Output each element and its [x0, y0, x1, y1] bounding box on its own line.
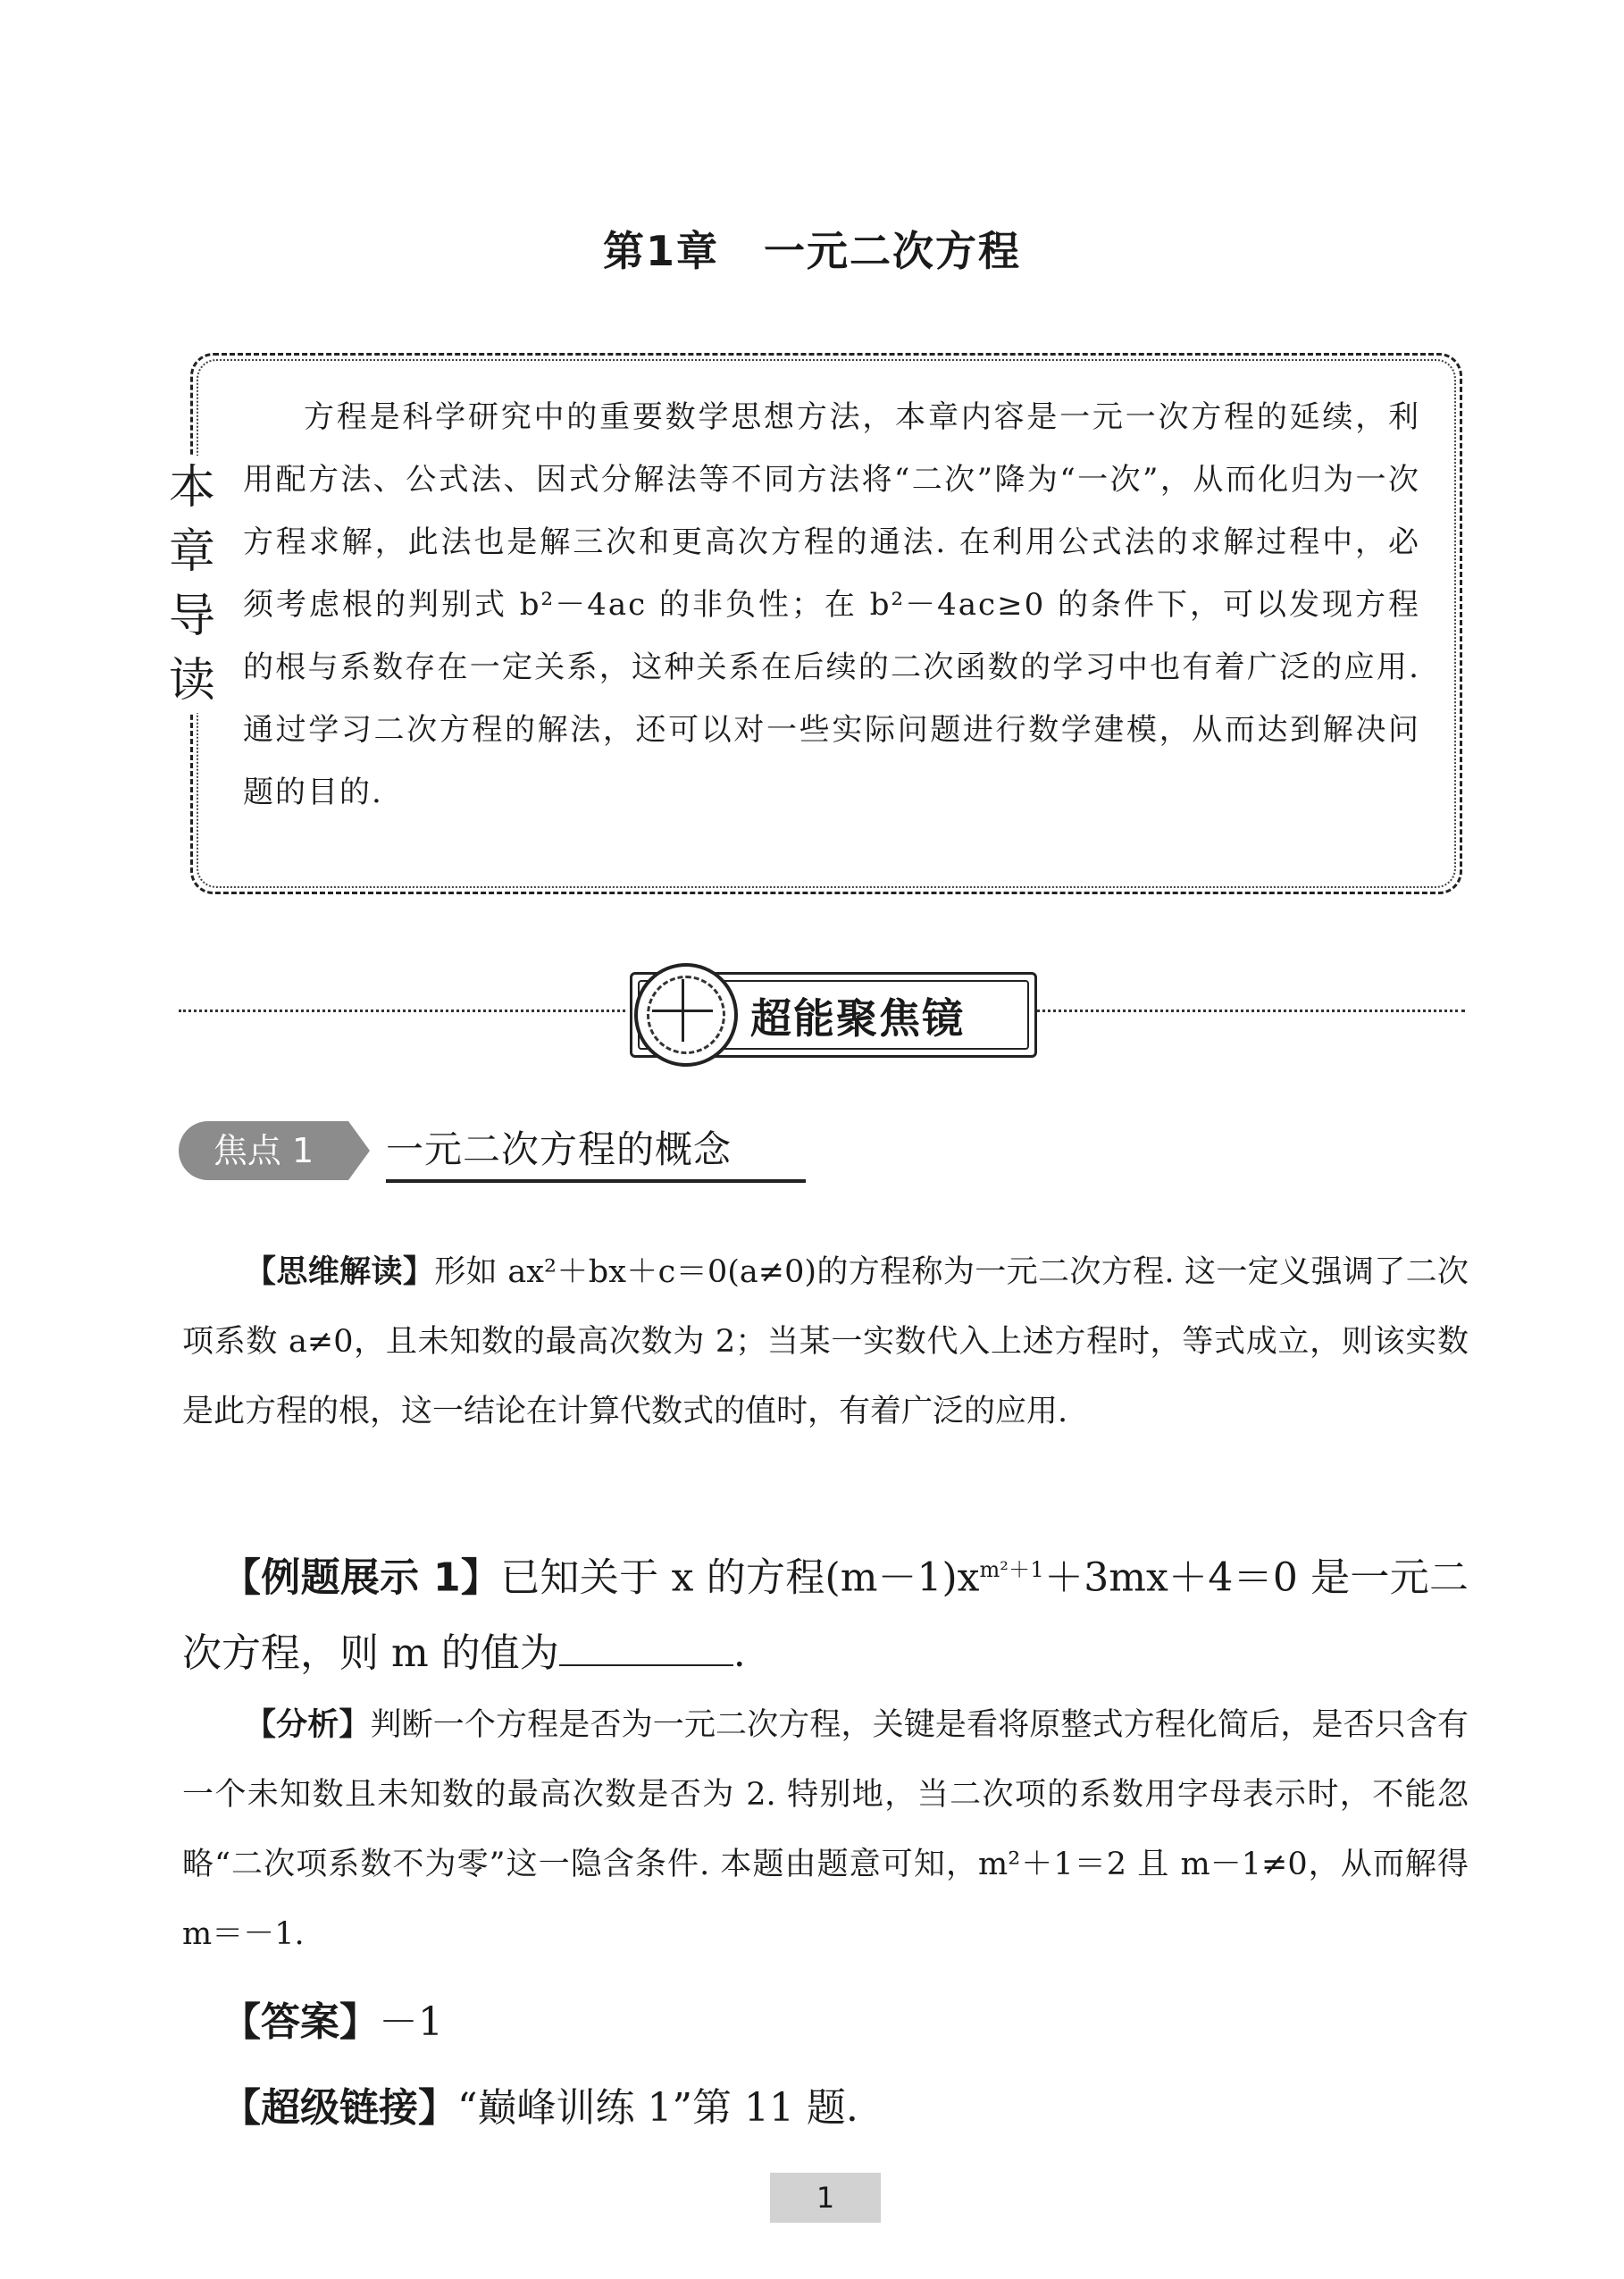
example-section: [182, 1532, 1469, 1691]
guide-label-char: 读: [168, 654, 215, 708]
crosshair-v-icon: [682, 979, 684, 1042]
page-number: 1: [770, 2173, 881, 2223]
example-end: .: [732, 1630, 746, 1676]
chapter-guide-text: [243, 386, 1420, 824]
super-link-section: [182, 2071, 1469, 2146]
chapter-number: 第1章: [602, 227, 719, 275]
example-text-before: 已知关于 x 的方程(m－1)x: [500, 1554, 980, 1601]
think-text: 形如 ax²＋bx＋c＝0(a≠0)的方程称为一元二次方程. 这一定义强调了二次项系数 a≠0，且未知数的最高次数为 2；当某一实数代入上述方程时，等式成立，则该实数是此方程的根，这一结论在计算代数式的值时，有着广泛的应用.: [182, 1254, 1469, 1429]
chapter-guide-label: [161, 456, 223, 713]
super-link-label: 【超级链接】: [222, 2085, 457, 2131]
think-section: [182, 1237, 1469, 1446]
analysis-section: [182, 1690, 1469, 1969]
think-label: 【思维解读】: [245, 1254, 435, 1290]
example-text-after: ＋3mx＋4＝0 是一元二次方程，则 m 的值为: [182, 1554, 1469, 1676]
focus-lens-banner: [179, 963, 1465, 1079]
divider-left: [179, 1010, 625, 1012]
guide-paragraph: 方程是科学研究中的重要数学思想方法，本章内容是一元一次方程的延续，利用配方法、公式法、因式分解法等不同方法将“二次”降为“一次”，从而化归为一次方程求解，此法也是解三次和更高次方程的通法. 在利用公式法的求解过程中，必须考虑根的判别式 b²－4ac 的非负性；在 b²－4ac≥0 的条件下，可以发现方程的根与系数存在一定关系，这种关系在后续的二次函数的学习中也有着广泛的应用. 通过学习二次方程的解法，还可以对一些实际问题进行数学建模，从而达到解决问题的目的.: [243, 399, 1420, 810]
analysis-text: 判断一个方程是否为一元二次方程，关键是看将原整式方程化简后，是否只含有一个未知数且未知数的最高次数是否为 2. 特别地，当二次项的系数用字母表示时，不能忽略“二次项系数不为零”这一隐含条件. 本题由题意可知，m²＋1＝2 且 m－1≠0，从而解得 m＝－1.: [182, 1707, 1469, 1952]
answer-value: －1: [379, 1999, 443, 2045]
answer-section: [182, 1985, 1469, 2060]
chapter-title: [0, 219, 1624, 278]
guide-label-char: 导: [168, 590, 215, 643]
answer-label: 【答案】: [222, 1999, 379, 2045]
divider-right: [1036, 1010, 1465, 1012]
focus-tag: 焦点 1: [179, 1121, 348, 1180]
banner-label: 超能聚焦镜: [750, 994, 965, 1043]
example-exponent: m²＋1: [979, 1557, 1044, 1582]
analysis-label: 【分析】: [245, 1707, 371, 1743]
answer-blank: [559, 1625, 733, 1666]
example-label: 【例题展示 1】: [222, 1554, 501, 1601]
guide-label-char: 章: [168, 525, 215, 579]
crosshair-lens-icon: [634, 963, 738, 1067]
focus-heading: 一元二次方程的概念: [386, 1120, 806, 1183]
guide-label-char: 本: [168, 461, 215, 515]
chapter-name: 一元二次方程: [764, 227, 1021, 275]
super-link-text: “巅峰训练 1”第 11 题.: [457, 2085, 858, 2131]
